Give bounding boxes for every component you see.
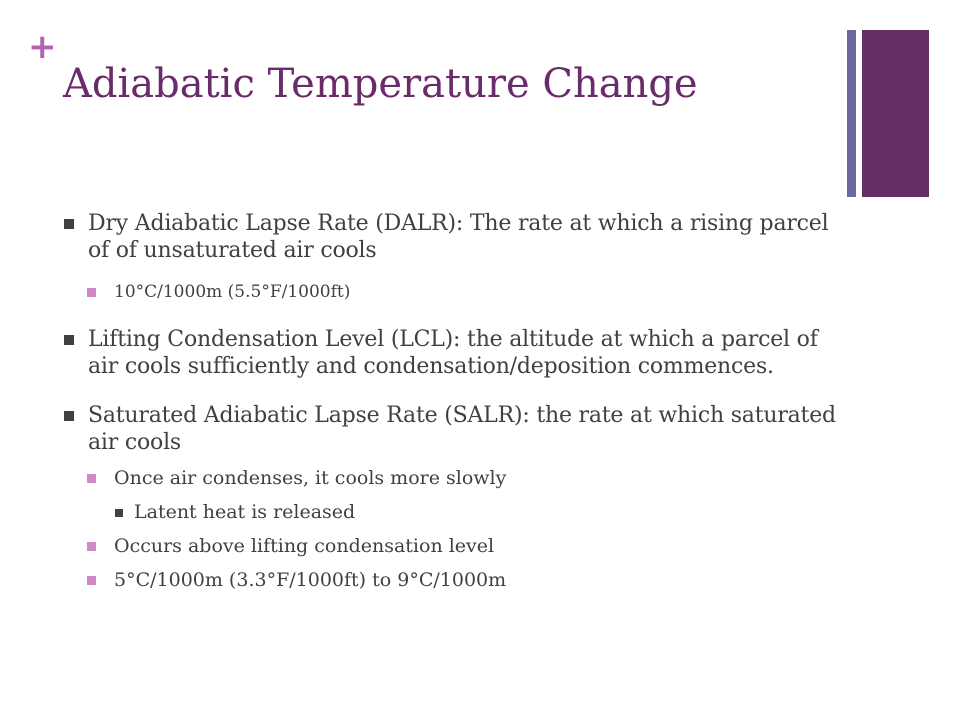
sub-bullet-text: 10°C/1000m (5.5°F/1000ft) [114,282,351,302]
bullet-dalr [62,210,842,264]
accent-bar-thick [862,30,929,197]
square-bullet-icon [64,219,74,229]
square-bullet-icon [87,542,96,551]
bullet-text: Saturated Adiabatic Lapse Rate (SALR): the rate at which saturated air cools [88,403,836,455]
sub-bullet-dalr-rate [86,280,842,304]
bullet-text: Dry Adiabatic Lapse Rate (DALR): The rate at which a rising parcel of of unsaturated air cools [88,211,829,263]
accent-bar-thin [847,30,856,197]
square-bullet-icon [115,509,123,517]
sub-bullet-text: 5°C/1000m (3.3°F/1000ft) to 9°C/1000m [114,569,507,591]
bullet-text: Lifting Condensation Level (LCL): the altitude at which a parcel of air cools sufficiently and condensation/deposition commences. [88,327,818,379]
square-bullet-icon [64,411,74,421]
bullet-salr [62,402,842,456]
square-bullet-icon [87,288,96,297]
square-bullet-icon [64,335,74,345]
bullet-list [62,210,842,592]
sub-sub-bullet-text: Latent heat is released [134,501,356,523]
sub-bullet-text: Occurs above lifting condensation level [114,535,495,557]
sub-bullet-above-lcl [86,534,842,558]
sub-bullet-text: Once air condenses, it cools more slowly [114,467,507,489]
slide-title: Adiabatic Temperature Change [63,61,698,107]
bullet-lcl [62,326,842,380]
sub-bullet-salr-rate [86,568,842,592]
sub-bullet-condenses [86,466,842,490]
sub-sub-bullet-latent-heat [114,500,842,524]
square-bullet-icon [87,474,96,483]
square-bullet-icon [87,576,96,585]
plus-icon: + [28,27,57,67]
